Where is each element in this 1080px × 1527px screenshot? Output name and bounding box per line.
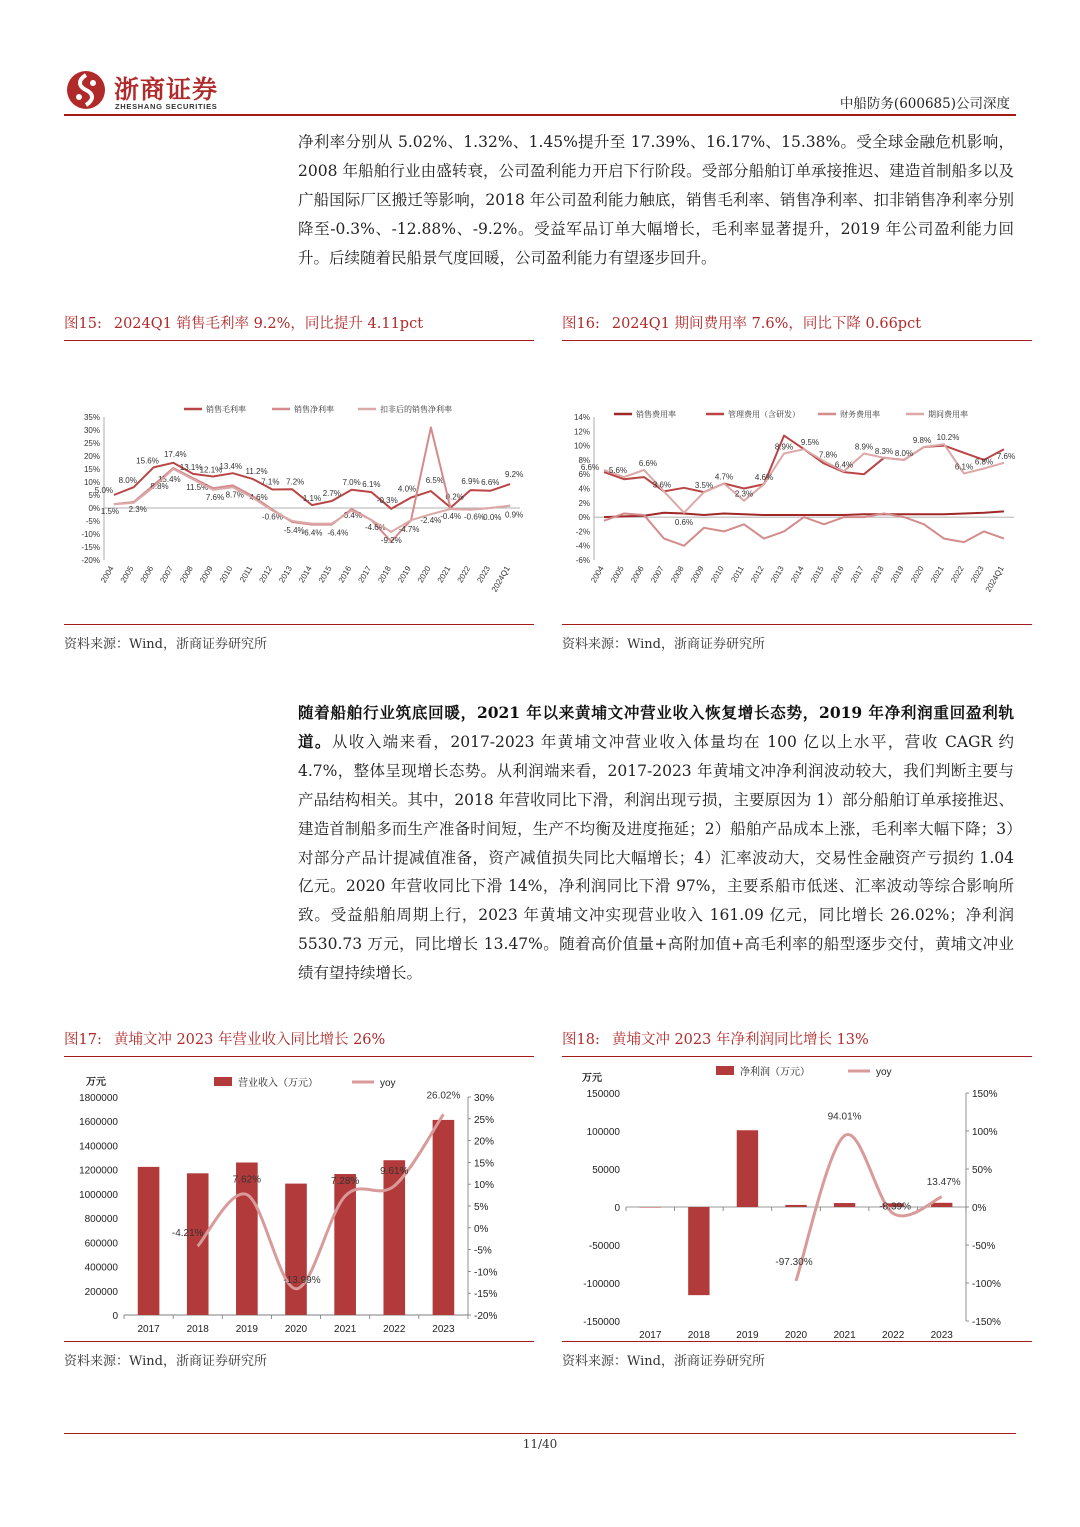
y-tick-label: 5% [88,491,100,500]
data-label: 6.1% [362,480,381,490]
bar [785,1205,806,1207]
data-label: 2.3% [128,505,147,515]
data-label: 0.9% [504,510,524,520]
x-tick-label: 2013 [769,564,786,585]
data-label: 8.7% [225,490,244,500]
data-label: 7.62% [232,1174,262,1186]
data-label: 0.2% [445,492,464,502]
x-tick-label: 2008 [178,564,195,585]
bar [737,1130,758,1207]
body-paragraph [298,699,1014,988]
legend-label: yoy [380,1078,396,1089]
x-tick-label: 2019 [736,1330,759,1341]
figure-16 [562,312,1032,652]
x-tick-label: 2013 [277,564,294,585]
y-tick-label: -5% [85,517,100,526]
data-label: 8.0% [118,476,137,486]
data-label: 6.9% [461,477,480,487]
figure-bottom-rule [562,1341,1032,1342]
legend-swatch [716,1066,734,1075]
data-label: 15.4% [157,474,181,484]
x-tick-label: 2007 [649,564,666,585]
y-tick-label: -2% [575,527,590,537]
y-tick-label: 0 [614,1203,620,1214]
y2-tick-label: 5% [474,1202,489,1213]
data-label: 13.47% [926,1176,961,1188]
y-tick-label: 12% [573,427,590,437]
data-label: -0.6% [464,512,485,522]
data-label: 1.5% [100,507,120,517]
data-label: 6.4% [834,460,854,470]
y2-tick-label: -5% [474,1245,492,1257]
figure-number: 图18: [562,1032,600,1048]
data-label: 8.0% [894,448,914,458]
x-tick-label: 2011 [729,564,746,584]
y-tick-label: 1800000 [79,1093,118,1104]
bar [688,1207,709,1295]
data-label: -6.4% [327,528,349,538]
legend-label: 期间费用率 [928,410,968,419]
x-tick-label: 2017 [137,1324,160,1335]
x-tick-label: 2022 [949,564,966,585]
legend-label: yoy [876,1067,892,1078]
fig18-bar-line-chart [562,1057,1032,1341]
footer-rule [64,1433,1016,1434]
data-label: -13.99% [283,1274,321,1286]
y-tick-label: -100000 [583,1279,620,1290]
data-label: -8.39% [879,1201,911,1213]
figure-source: 资料来源：Wind，浙商证券研究所 [64,1354,267,1369]
y-tick-label: -10% [81,530,100,539]
x-tick-label: 2005 [118,564,136,585]
data-label: -0.4% [341,511,363,521]
figure-17 [64,1028,534,1369]
x-tick-label: 2015 [316,564,334,585]
y2-tick-label: 10% [474,1180,495,1192]
y-tick-label: 4% [578,484,590,494]
data-label: 5.0% [94,486,114,495]
x-tick-label: 2016 [336,564,354,585]
x-tick-label: 2018 [687,1330,710,1341]
y2-tick-label: 50% [972,1165,993,1176]
data-label: -2.4% [420,516,442,526]
data-label: -97.30% [775,1256,813,1268]
x-tick-label: 2019 [396,564,413,585]
data-label: -4.7% [398,525,420,535]
x-tick-label: 2022 [882,1330,905,1341]
x-tick-label: 2010 [709,564,726,585]
figure-bottom-rule [64,624,534,625]
legend-label: 销售净利率 [294,405,334,414]
data-label: 12.1% [199,465,223,475]
x-tick-label: 2020 [784,1330,808,1341]
x-tick-label: 2006 [629,564,646,585]
y-tick-label: 20% [83,452,100,461]
data-label: 1.1% [302,494,322,504]
x-tick-label: 2017 [849,564,866,585]
x-tick-label: 2009 [689,564,706,585]
data-label: -6.4% [301,528,323,538]
figure-title [64,312,534,336]
y-tick-label: 14% [573,413,590,422]
y2-tick-label: 20% [474,1136,495,1148]
x-tick-label: 2012 [257,564,275,585]
legend-label: 销售费用率 [636,410,676,419]
x-tick-label: 2011 [237,564,255,584]
data-label: 0.6% [674,517,694,527]
x-tick-label: 2021 [435,564,453,585]
series-line [604,444,1004,513]
fig17-bar-line-chart [64,1057,534,1341]
y-tick-label: 2% [578,498,590,508]
x-tick-label: 2018 [186,1324,209,1335]
y-tick-label: 50000 [592,1165,620,1176]
y-tick-label: 1400000 [79,1141,118,1153]
figure-caption: 2024Q1 期间费用率 7.6%，同比下降 0.66pct [611,316,922,332]
zheshang-logo-icon [66,70,106,110]
data-label: 10.2% [936,433,960,443]
y-tick-label: 25% [83,439,100,448]
y-tick-label: 0% [88,504,100,513]
data-label: 6.5% [425,476,444,486]
data-label: 4.6% [754,473,774,483]
data-label: 6.6% [481,477,500,487]
legend-label: 销售毛利率 [206,405,246,414]
figure-title [562,312,1032,336]
data-label: -9.2% [380,535,402,545]
y2-tick-label: -10% [474,1267,498,1279]
y2-tick-label: -50% [972,1241,996,1252]
y-tick-label: -150000 [583,1317,620,1328]
x-tick-label: 2024Q1 [489,564,512,594]
y-tick-label: 1600000 [79,1117,118,1129]
body-paragraph-lead: 随着船舶行业筑底回暖，2021 年以来黄埔文冲营业收入恢复增长态势，2019 年净利润重回盈利轨道。 [298,703,1014,751]
x-tick-label: 2021 [334,1324,357,1335]
y-tick-label: 35% [83,413,100,422]
y2-tick-label: 100% [972,1127,998,1138]
y-tick-label: -6% [575,556,590,565]
y-tick-label: 30% [83,426,100,435]
data-label: 0.0% [483,513,502,522]
bar [285,1184,307,1315]
data-label: -0.6% [261,512,283,522]
bar [640,1207,661,1208]
data-label: 4.7% [714,472,734,482]
figure-15 [64,312,534,652]
y-tick-label: 15% [83,465,100,474]
data-label: 6.8% [974,457,994,467]
page-number: 11/40 [522,1437,558,1451]
data-label: 7.1% [261,477,280,487]
data-label: 7.6% [996,451,1016,461]
figure-source: 资料来源：Wind，浙商证券研究所 [562,637,765,652]
data-label: 7.0% [342,477,361,487]
series-line [604,514,1004,546]
data-label: 5.6% [608,466,628,476]
figure-caption: 2024Q1 销售毛利率 9.2%，同比提升 4.11pct [113,316,424,332]
figure-18 [562,1028,1032,1369]
data-label: 26.02% [426,1090,461,1102]
x-tick-label: 2023 [475,564,493,585]
data-label: 7.8% [818,450,838,460]
data-label: 7.28% [330,1176,360,1188]
figure-number: 图16: [562,316,600,332]
data-label: 9.8% [912,436,932,446]
y-tick-label: 0% [578,513,590,523]
data-label: 7.2% [286,477,305,487]
legend-label: 管理费用（含研发） [728,410,800,419]
bar [138,1167,160,1315]
y2-tick-label: 25% [474,1114,495,1126]
legend-label: 营业收入（万元） [238,1078,318,1089]
data-label: 9.61% [380,1165,409,1177]
x-tick-label: 2014 [297,564,314,585]
data-label: -0.4% [440,512,462,522]
y-tick-label: 0 [112,1311,118,1322]
y-tick-label: -15% [81,543,100,552]
y-tick-label: -50000 [588,1241,620,1252]
y-axis-unit: 万元 [86,1077,106,1088]
x-tick-label: 2005 [609,564,626,585]
x-tick-label: 2012 [749,564,766,585]
x-tick-label: 2017 [639,1330,662,1341]
x-tick-label: 2022 [455,564,473,585]
x-tick-label: 2006 [138,564,156,585]
data-label: 17.4% [163,449,187,459]
y2-tick-label: 0% [972,1203,987,1214]
legend-swatch [214,1077,232,1086]
x-tick-label: 2020 [284,1324,308,1335]
logo-text: 浙商证券 [114,75,219,104]
data-label: 13.4% [219,462,243,472]
x-tick-label: 2024Q1 [983,564,1006,594]
x-tick-label: 2010 [217,564,235,585]
x-tick-label: 2016 [829,564,846,585]
bar [834,1203,855,1207]
data-label: 6.6% [638,458,658,468]
x-tick-label: 2023 [432,1324,455,1335]
x-tick-label: 2014 [789,564,806,585]
body-paragraph-text: 从收入端来看，2017-2023 年黄埔文冲营业收入体量均在 100 亿以上水平，营收 CAGR 约 4.7%，整体呈现增长态势。从利润端来看，2017-2023 年黄埔文冲净利润波动较大，我们判断主要与产品结构相关。其中，2018 年营收同比下滑，利润出现亏损，主要原因为 1）部分船舶订单承接推迟、建造首制船多而生产准备时间短，生产不均衡及进度拖延；2）船舶产品成本上涨，毛利率大幅下降；3）对部分产品计提减值准备，资产减值损失同比大幅增长；4）汇率波动大，交易性金融资产亏损约 1.04 亿元。2020 年营收同比下滑 14%，净利润同比下滑 97%，主要系船市低迷、汇率波动等综合影响所致。受益船舶周期上行，2023 年黄埔文冲实现营业收入 161.09 亿元，同比增长 26.02%；净利润 5530.73 万元，同比增长 13.47%。随着高价值量+高附加值+高毛利率的船型逐步交付，黄埔文冲业绩有望持续增长。 [298,732,1014,983]
data-label: 4.0% [397,484,417,494]
fig16-line-chart [562,341,1032,624]
x-tick-label: 2018 [869,564,886,585]
x-tick-label: 2019 [889,564,906,585]
y-tick-label: 800000 [84,1214,118,1226]
yoy-line [198,1114,444,1288]
x-tick-label: 2023 [930,1330,953,1341]
figure-number: 图17: [64,1032,102,1048]
y-tick-label: 150000 [586,1089,620,1100]
y2-tick-label: 150% [972,1089,998,1100]
data-label: 2.7% [322,488,341,498]
data-label: 3.5% [694,481,714,491]
y2-tick-label: -20% [474,1311,498,1322]
data-label: 2.3% [734,489,754,499]
data-label: 8.9% [774,442,794,452]
y-tick-label: 600000 [84,1238,118,1250]
y2-tick-label: -15% [474,1289,498,1301]
y-tick-label: -4% [575,541,590,551]
data-label: 4.6% [249,493,268,503]
figure-source: 资料来源：Wind，浙商证券研究所 [64,637,267,652]
bar [931,1203,952,1207]
y2-tick-label: 30% [474,1093,495,1104]
y-tick-label: -20% [81,556,100,565]
x-tick-label: 2022 [383,1324,406,1335]
data-label: -0.3% [376,495,398,505]
data-label: 15.6% [136,456,159,466]
x-tick-label: 2021 [929,564,946,585]
x-tick-label: 2004 [98,564,116,585]
data-label: -5.4% [283,526,305,536]
y-tick-label: 1000000 [79,1189,118,1201]
data-label: 9.5% [800,438,820,448]
y-tick-label: 8% [578,455,590,465]
data-label: 3.6% [652,480,672,490]
figure-bottom-rule [64,1341,534,1342]
figure-caption: 黄埔文冲 2023 年营业收入同比增长 26% [113,1032,386,1048]
figure-bottom-rule [562,624,1032,625]
y-tick-label: 10% [83,478,100,487]
x-tick-label: 2004 [589,564,606,585]
legend-label: 扣非后的销售净利率 [380,405,452,414]
y-tick-label: 10% [573,441,590,451]
figure-title [64,1028,534,1052]
page-header [64,64,1016,116]
x-tick-label: 2015 [809,564,826,585]
x-tick-label: 2019 [235,1324,258,1335]
figure-number: 图15: [64,316,102,332]
data-label: 11.2% [245,466,268,476]
data-label: 13.1% [179,462,203,472]
legend-label: 财务费用率 [840,410,880,419]
data-label: 8.9% [854,442,874,452]
header-rule [64,114,1016,116]
data-label: 11.5% [186,483,209,493]
y-tick-label: 6% [578,470,590,480]
y-tick-label: 200000 [84,1286,118,1298]
x-tick-label: 2009 [197,564,215,585]
x-tick-label: 2017 [356,564,374,585]
x-tick-label: 2020 [909,564,926,585]
x-tick-label: 2020 [415,564,433,585]
report-tag: 中船防务(600685)公司深度 [839,96,1010,112]
figure-caption: 黄埔文冲 2023 年净利润同比增长 13% [611,1032,869,1048]
x-tick-label: 2018 [376,564,393,585]
data-label: 8.8% [150,482,169,492]
figure-title [562,1028,1032,1052]
figure-source: 资料来源：Wind，浙商证券研究所 [562,1354,765,1369]
y2-tick-label: -100% [972,1279,1001,1290]
data-label: -4.21% [171,1228,204,1240]
data-label: 94.01% [827,1111,862,1123]
y2-tick-label: 15% [474,1158,495,1170]
x-tick-label: 2007 [158,564,176,585]
y2-tick-label: -150% [972,1317,1001,1328]
x-tick-label: 2008 [669,564,686,585]
y-axis-unit: 万元 [582,1073,602,1084]
data-label: 9.2% [504,470,524,480]
bar [433,1120,455,1315]
legend-label: 净利润（万元） [740,1067,810,1078]
y2-tick-label: 0% [474,1223,489,1235]
data-label: 7.6% [205,493,225,503]
fig15-line-chart [64,341,534,624]
data-label: -4.6% [364,522,386,532]
intro-paragraph: 净利率分别从 5.02%、1.32%、1.45%提升至 17.39%、16.17%、15.38%。受全球金融危机影响，2008 年船舶行业由盛转衰，公司盈利能力开启下行阶段。受部分船舶订单承接推迟、建造首制船多以及广船国际厂区搬迁等影响，2018 年公司盈利能力触底，销售毛利率、销售净利率、扣非销售净利率分别降至-0.3%、-12.88%、-9.2%。受益军品订单大幅增长，毛利率显著提升，2019 年公司盈利能力回升。后续随着民船景气度回暖，公司盈利能力有望逐步回升。 [298,133,1014,267]
y-tick-label: 1200000 [79,1165,118,1177]
x-tick-label: 2021 [833,1330,856,1341]
logo-subtext: ZHESHANG SECURITIES [115,102,218,111]
data-label: 6.1% [954,462,974,472]
y-tick-label: 400000 [84,1262,118,1274]
bar [383,1160,405,1315]
data-label: 8.3% [874,446,894,456]
x-tick-label: 2023 [969,564,986,585]
data-label: 6.6% [580,462,600,472]
y-tick-label: 100000 [586,1127,620,1138]
